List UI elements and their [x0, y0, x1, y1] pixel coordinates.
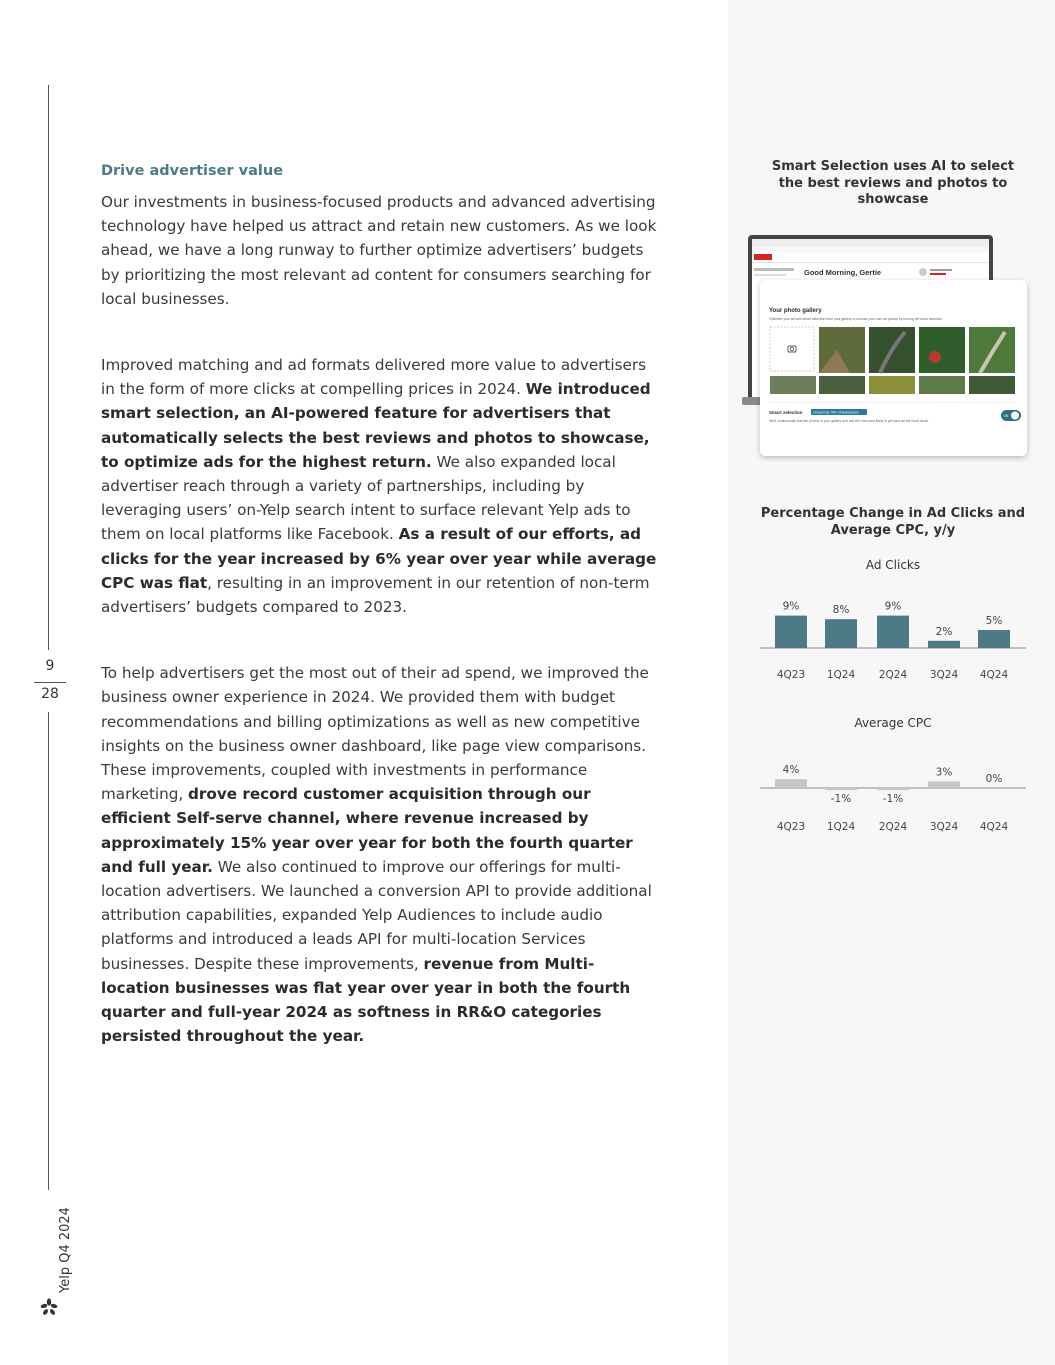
- smart-selection-mockup: [740, 232, 1035, 462]
- category-label: 3Q24: [929, 669, 959, 681]
- bar-4Q23: [775, 616, 807, 648]
- data-label: 3%: [935, 766, 953, 779]
- gallery-photo: [969, 376, 1015, 394]
- bar-2Q24: [877, 788, 909, 790]
- gallery-photo: [919, 327, 965, 373]
- yelp-burst-icon: [40, 1298, 58, 1316]
- category-label: 1Q24: [826, 669, 856, 681]
- data-label: 2%: [935, 625, 953, 638]
- data-label: 9%: [884, 600, 902, 613]
- paragraph-3: To help advertisers get the most out of their ad spend, we improved the business owner experience in 2024. We provided them with budget recommendations and billing optimizations as well as new competitive insights on the business owner dashboard, like page view comparisons. These improvements, coupled with investments in performance marketing, drove record customer acquisition through our efficient Self-serve channel, where revenue increased by approximately 15% year over year for both the fourth quarter and full year. We also continued to improve our offerings for multi-location advertisers. We launched a conversion API to provide additional attribution capabilities, expanded Yelp Audiences to include audio platforms and introduced a leads API for multi-location Services businesses. Despite these improvements, revenue from Multi-location businesses was flat year over year in both the fourth quarter and full-year 2024 as softness in RR&O categories persisted throughout the year.: [101, 664, 652, 1046]
- gallery-photo: [770, 376, 816, 394]
- bar-2Q24: [877, 616, 909, 648]
- smart-selection-label: Smart selection: [769, 410, 803, 415]
- category-label: 1Q24: [826, 821, 856, 833]
- data-label: 4%: [782, 764, 800, 777]
- data-label: -1%: [830, 793, 852, 806]
- gallery-photo: [819, 376, 865, 394]
- bar-4Q23: [775, 779, 807, 788]
- upload-photo-tile: [770, 327, 814, 371]
- data-label: 9%: [782, 600, 800, 613]
- category-label: 4Q24: [979, 669, 1009, 681]
- category-label: 3Q24: [929, 821, 959, 833]
- figure-caption: Smart Selection uses AI to select the best reviews and photos to showcase: [771, 159, 1015, 207]
- smart-selection-badge-text: Chosen by 79% of businesses: [813, 410, 859, 415]
- toggle-label: ON: [1003, 414, 1009, 418]
- report-label: Yelp Q4 2024: [58, 1207, 73, 1293]
- smart-selection-description: We'll continuously test the photos in your gallery and use the one most likely to get your ad the most clicks.: [769, 419, 930, 423]
- sidebar-rule-top: [48, 85, 49, 650]
- category-label: 4Q23: [776, 669, 806, 681]
- sidebar-rule-bottom: [48, 712, 49, 1190]
- page-total: 28: [41, 686, 59, 702]
- avg-cpc-chart: [760, 750, 1030, 840]
- category-label: 4Q23: [776, 821, 806, 833]
- data-label: -1%: [882, 793, 904, 806]
- category-label: 2Q24: [878, 669, 908, 681]
- bar-1Q24: [825, 619, 857, 648]
- category-label: 4Q24: [979, 821, 1009, 833]
- bar-3Q24: [928, 781, 960, 788]
- data-label: 8%: [832, 604, 850, 617]
- dashboard-greeting: Good Morning, Gertie: [804, 268, 882, 277]
- category-label: 2Q24: [878, 821, 908, 833]
- chart-title: Percentage Change in Ad Clicks and Average CPC, y/y: [760, 506, 1026, 538]
- bar-3Q24: [928, 641, 960, 648]
- gallery-title: Your photo gallery: [769, 308, 822, 314]
- avg-cpc-subtitle: Average CPC: [854, 716, 932, 730]
- ad-clicks-subtitle: Ad Clicks: [865, 558, 921, 572]
- gallery-photo: [919, 376, 965, 394]
- main-content: [101, 160, 661, 1049]
- ad-clicks-chart: [760, 590, 1030, 690]
- gallery-photo: [869, 376, 915, 394]
- data-label: 5%: [985, 615, 1003, 627]
- paragraph-2: Improved matching and ad formats delivered more value to advertisers in the form of more clicks at compelling prices in 2024. We introduced smart selection, an AI-powered feature for advertisers that automatically selects the best reviews and photos to showcase, to optimize ads for the highest return. We also expanded local advertiser reach through a variety of partnerships, including by leveraging users’ on-Yelp search intent to surface relevant Yelp ads to them on local platforms like Facebook. As a result of our efforts, ad clicks for the year increased by 6% year over year while average CPC was flat, resulting in an improvement in our retention of non-term advertisers’ budgets compared to 2023.: [101, 356, 657, 617]
- section-heading: Drive advertiser value: [101, 163, 284, 179]
- gallery-description: Optimize your ad with smart selection from your gallery or choose your own ad photos by turning off smart selection.: [769, 317, 944, 321]
- bar-1Q24: [825, 788, 857, 790]
- paragraph-1: Our investments in business-focused products and advanced advertising technology have helped us attract and retain new customers. As we look ahead, we have a long runway to further optimize advertisers’ budgets by prioritizing the most relevant ad content for consumers searching for local businesses.: [101, 193, 657, 308]
- bar-4Q24: [978, 630, 1010, 648]
- page-divider: [34, 682, 66, 683]
- page-number: 9: [45, 658, 55, 674]
- data-label: 0%: [985, 773, 1003, 785]
